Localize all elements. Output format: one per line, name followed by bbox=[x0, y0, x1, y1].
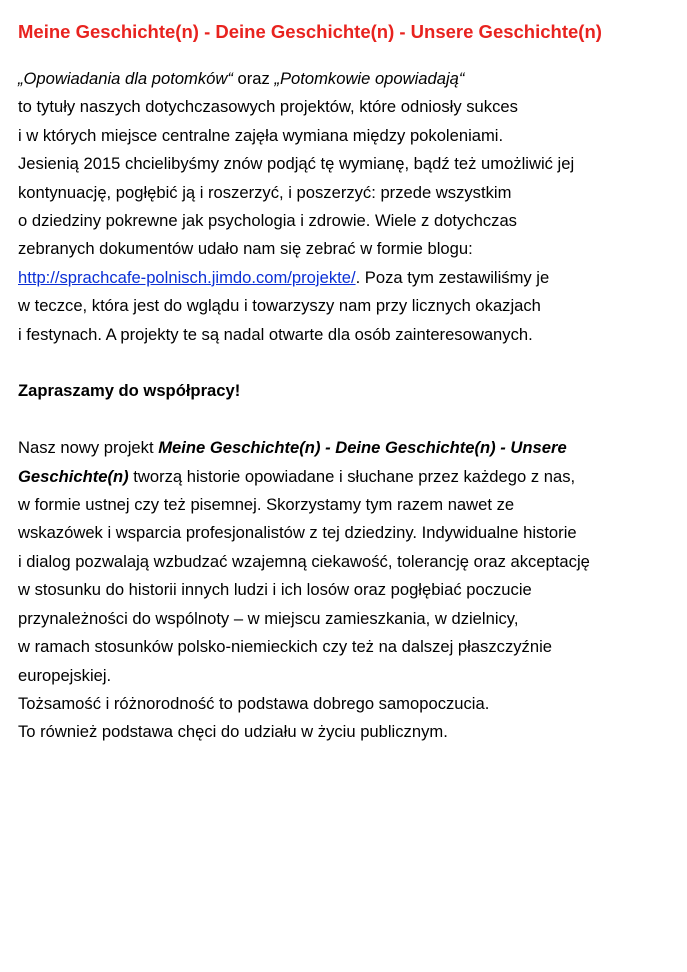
project-title-2: „Potomkowie opowiadają“ bbox=[274, 69, 465, 88]
document-page bbox=[18, 20, 678, 747]
spacer bbox=[18, 406, 678, 434]
spacer bbox=[18, 349, 678, 377]
intro-line: to tytuły naszych dotychczasowych projektów, które odniosły sukces bbox=[18, 97, 518, 117]
project-line: w ramach stosunków polsko-niemieckich czy też na dalszej płaszczyźnie bbox=[18, 637, 552, 657]
project-line bbox=[18, 463, 678, 491]
intro-line: Jesienią 2015 chcielibyśmy znów podjąć tę wymianę, bądź też umożliwić jej bbox=[18, 154, 575, 174]
project-line: europejskiej. bbox=[18, 665, 112, 685]
intro-line: w teczce, która jest do wglądu i towarzyszy nam przy licznych okazjach bbox=[18, 296, 541, 316]
project-name-cont: Geschichte(n) bbox=[18, 466, 129, 486]
project-line: i dialog pozwalają wzbudzać wzajemną ciekawość, tolerancję oraz akceptację bbox=[18, 551, 590, 571]
project-lead: Nasz nowy projekt bbox=[18, 438, 159, 458]
page-title: Meine Geschichte(n) - Deine Geschichte(n) - Unsere Geschichte(n) bbox=[18, 21, 602, 42]
intro-line: o dziedziny pokrewne jak psychologia i zdrowie. Wiele z dotychczas bbox=[18, 211, 517, 231]
intro-line bbox=[18, 264, 678, 292]
intro-line: i festynach. A projekty te są nadal otwarte dla osób zainteresowanych. bbox=[18, 324, 533, 344]
blog-link[interactable]: http://sprachcafe-polnisch.jimdo.com/projekte/ bbox=[18, 267, 356, 287]
project-line: w formie ustnej czy też pisemnej. Skorzystamy tym razem nawet ze bbox=[18, 495, 515, 515]
project-paragraph bbox=[18, 434, 678, 746]
invite-heading: Zapraszamy do współpracy! bbox=[18, 381, 241, 401]
project-title-1: „Opowiadania dla potomków“ bbox=[18, 69, 233, 88]
project-line bbox=[18, 434, 678, 462]
intro-line bbox=[18, 65, 678, 93]
intro-line: zebranych dokumentów udało nam się zebrać w formie blogu: bbox=[18, 239, 473, 259]
conjunction: oraz bbox=[232, 69, 275, 88]
project-line: Tożsamość i różnorodność to podstawa dobrego samopoczucia. bbox=[18, 693, 490, 713]
project-line-tail: tworzą historie opowiadane i słuchane przez każdego z nas, bbox=[128, 466, 576, 486]
project-line: przynależności do wspólnoty – w miejscu zamieszkania, w dzielnicy, bbox=[18, 608, 519, 628]
project-line: wskazówek i wsparcia profesjonalistów z tej dziedziny. Indywidualne historie bbox=[18, 523, 577, 543]
intro-paragraph bbox=[18, 65, 678, 349]
intro-line: kontynuację, pogłębić ją i roszerzyć, i poszerzyć: przede wszystkim bbox=[18, 182, 512, 202]
project-line: To również podstawa chęci do udziału w życiu publicznym. bbox=[18, 722, 448, 742]
intro-line-tail: . Poza tym zestawiliśmy je bbox=[355, 267, 550, 287]
intro-line: i w których miejsce centralne zajęła wymiana między pokoleniami. bbox=[18, 125, 504, 145]
project-line: w stosunku do historii innych ludzi i ich losów oraz pogłębiać poczucie bbox=[18, 580, 532, 600]
project-name: Meine Geschichte(n) - Deine Geschichte(n) - Unsere bbox=[158, 438, 567, 458]
